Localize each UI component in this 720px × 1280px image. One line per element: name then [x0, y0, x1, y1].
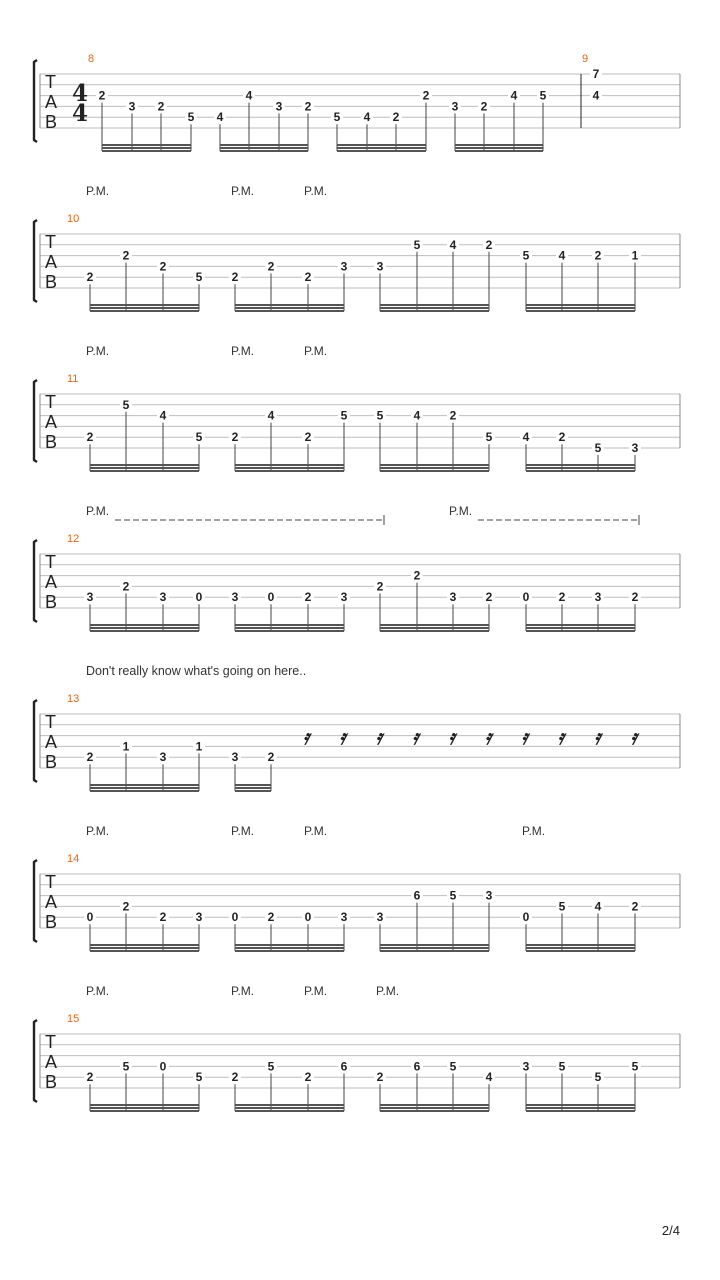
measure-number: 8: [88, 53, 95, 65]
palm-mute-label: P.M.: [304, 344, 328, 358]
fret-number: 5: [413, 237, 421, 252]
fret-number: 5: [195, 430, 203, 445]
fret-number: 4: [558, 248, 566, 263]
fret-number: 2: [304, 99, 312, 114]
tab-clef-letter: T: [45, 712, 56, 732]
fret-number: 6: [413, 888, 421, 903]
fret-number: 4: [216, 110, 224, 125]
fret-number: 2: [392, 110, 400, 125]
fret-number: 5: [449, 888, 457, 903]
tab-clef-letter: B: [45, 272, 58, 292]
fret-number: 2: [159, 910, 167, 925]
palm-mute-label: P.M.: [86, 504, 110, 518]
fret-number: 5: [340, 408, 348, 423]
fret-number: 2: [231, 270, 239, 285]
palm-mute-label: P.M.: [86, 184, 110, 198]
fret-number: 2: [122, 248, 130, 263]
fret-number: 2: [267, 750, 275, 765]
annotation-text: Don't really know what's going on here..: [86, 664, 307, 678]
measure-number: 14: [67, 853, 80, 865]
fret-number: 5: [594, 1070, 602, 1085]
palm-mute-label: P.M.: [231, 344, 255, 358]
fret-number: 2: [86, 750, 94, 765]
fret-number: 4: [522, 430, 530, 445]
fret-number: 2: [413, 568, 421, 583]
fret-number: 3: [485, 888, 493, 903]
tab-system: [34, 984, 680, 1111]
fret-number: 0: [159, 1059, 167, 1074]
fret-number: 2: [558, 590, 566, 605]
tab-clef-letter: B: [45, 752, 58, 772]
fret-number: 2: [631, 899, 639, 914]
tab-clef-letter: B: [45, 1072, 58, 1092]
fret-number: 5: [594, 441, 602, 455]
palm-mute-label: P.M.: [86, 824, 110, 838]
fret-number: 4: [449, 237, 457, 252]
fret-number: 5: [539, 88, 547, 103]
system-bracket: [34, 1020, 37, 1102]
tab-clef-letter: B: [45, 112, 58, 132]
palm-mute-label: P.M.: [304, 984, 328, 998]
system-bracket: [34, 60, 37, 142]
fret-number: 5: [267, 1059, 275, 1074]
fret-number: 0: [304, 910, 312, 925]
fret-number: 2: [558, 430, 566, 445]
sixteenth-rest: 𝄿: [630, 725, 637, 749]
fret-number: 5: [522, 248, 530, 263]
fret-number: 5: [376, 408, 384, 423]
fret-number: 2: [376, 1070, 384, 1085]
sixteenth-rest: 𝄿: [485, 725, 492, 749]
fret-number: 3: [340, 590, 348, 605]
fret-number: 1: [122, 739, 130, 754]
fret-number: 0: [522, 590, 530, 605]
fret-number: 1: [195, 739, 203, 754]
tab-clef-letter: A: [45, 892, 58, 912]
measure-number: 13: [67, 693, 80, 705]
fret-number: 6: [413, 1059, 421, 1074]
sixteenth-rest: 𝄿: [557, 725, 564, 749]
fret-number: 4: [485, 1070, 493, 1085]
fret-number: 5: [449, 1059, 457, 1074]
palm-mute-label: P.M.: [304, 824, 328, 838]
fret-number: 2: [231, 1070, 239, 1085]
fret-number: 0: [86, 910, 94, 925]
sixteenth-rest: 𝄿: [521, 725, 528, 749]
fret-number: 4: [592, 88, 600, 103]
tab-clef-letter: T: [45, 1032, 56, 1052]
tab-clef-letter: B: [45, 432, 58, 452]
fret-number: 2: [122, 899, 130, 914]
fret-number: 3: [275, 99, 283, 114]
fret-number: 4: [363, 110, 371, 125]
system-bracket: [34, 540, 37, 622]
fret-number: 4: [413, 408, 421, 423]
fret-number: 4: [245, 88, 253, 103]
fret-number: 2: [304, 430, 312, 445]
fret-number: 3: [195, 910, 203, 925]
page-number: 2/4: [661, 1223, 680, 1238]
sixteenth-rest: 𝄿: [303, 725, 310, 749]
system-bracket: [34, 700, 37, 782]
tab-system: [34, 664, 680, 791]
tab-clef-letter: A: [45, 412, 58, 432]
fret-number: 2: [594, 248, 602, 263]
fret-number: 2: [376, 579, 384, 594]
fret-number: 2: [449, 408, 457, 423]
fret-number: 3: [376, 259, 384, 274]
fret-number: 2: [485, 237, 493, 252]
sixteenth-rest: 𝄿: [339, 725, 346, 749]
fret-number: 2: [86, 1070, 94, 1085]
fret-number: 3: [231, 750, 239, 765]
fret-number: 3: [340, 910, 348, 925]
fret-number: 2: [159, 259, 167, 274]
measure-number: 11: [67, 373, 79, 385]
tab-clef-letter: T: [45, 232, 56, 252]
fret-number: 2: [304, 270, 312, 285]
fret-number: 3: [340, 259, 348, 274]
fret-number: 0: [231, 910, 239, 925]
fret-number: 5: [558, 899, 566, 914]
tab-clef-letter: A: [45, 92, 58, 112]
fret-number: 3: [449, 590, 457, 605]
fret-number: 3: [159, 750, 167, 765]
fret-number: 5: [558, 1059, 566, 1074]
fret-number: 2: [157, 99, 165, 114]
tab-clef-letter: T: [45, 552, 56, 572]
tab-clef-letter: T: [45, 872, 56, 892]
tab-clef-letter: T: [45, 72, 56, 92]
tab-clef-letter: A: [45, 1052, 58, 1072]
palm-mute-label: P.M.: [231, 824, 255, 838]
fret-number: 5: [195, 270, 203, 285]
tab-clef-letter: A: [45, 732, 58, 752]
fret-number: 2: [631, 590, 639, 605]
tab-system: [34, 53, 680, 151]
fret-number: 6: [340, 1059, 348, 1074]
fret-number: 5: [631, 1059, 639, 1074]
fret-number: 2: [485, 590, 493, 605]
palm-mute-label: P.M.: [522, 824, 546, 838]
fret-number: 5: [195, 1070, 203, 1085]
fret-number: 3: [231, 590, 239, 605]
fret-number: 2: [267, 259, 275, 274]
time-signature-top: 4: [72, 80, 89, 107]
fret-number: 7: [592, 67, 600, 81]
tab-system: [34, 344, 680, 471]
tab-system: [34, 504, 680, 631]
palm-mute-label: P.M.: [86, 984, 110, 998]
measure-number: 12: [67, 533, 80, 545]
fret-number: 3: [376, 910, 384, 925]
tab-clef-letter: T: [45, 392, 56, 412]
fret-number: 4: [594, 899, 602, 914]
palm-mute-label: P.M.: [449, 504, 473, 518]
fret-number: 2: [304, 590, 312, 605]
time-signature-bottom: 4: [72, 100, 89, 127]
measure-number: 15: [67, 1013, 80, 1025]
fret-number: 4: [267, 408, 275, 423]
fret-number: 2: [231, 430, 239, 445]
measure-number: 10: [67, 213, 80, 225]
tab-clef-letter: A: [45, 252, 58, 272]
fret-number: 0: [267, 590, 275, 605]
fret-number: 3: [128, 99, 136, 114]
sixteenth-rest: 𝄿: [412, 725, 419, 749]
palm-mute-label: P.M.: [231, 984, 255, 998]
tab-system: [34, 184, 680, 311]
palm-mute-label: P.M.: [376, 984, 400, 998]
fret-number: 2: [86, 430, 94, 445]
tab-clef-letter: A: [45, 572, 58, 592]
fret-number: 3: [631, 441, 639, 455]
fret-number: 5: [122, 1059, 130, 1074]
fret-number: 3: [86, 590, 94, 605]
fret-number: 2: [122, 579, 130, 594]
fret-number: 2: [304, 1070, 312, 1085]
fret-number: 5: [122, 397, 130, 412]
sixteenth-rest: 𝄿: [594, 725, 601, 749]
fret-number: 4: [510, 88, 518, 103]
fret-number: 5: [485, 430, 493, 445]
fret-number: 3: [522, 1059, 530, 1074]
palm-mute-label: P.M.: [304, 184, 328, 198]
fret-number: 1: [631, 248, 639, 263]
fret-number: 5: [187, 110, 195, 125]
palm-mute-label: P.M.: [231, 184, 255, 198]
sixteenth-rest: 𝄿: [448, 725, 455, 749]
fret-number: 2: [86, 270, 94, 285]
fret-number: 0: [522, 910, 530, 925]
sixteenth-rest: 𝄿: [375, 725, 382, 749]
system-bracket: [34, 220, 37, 302]
fret-number: 2: [267, 910, 275, 925]
tab-system: [34, 824, 680, 951]
fret-number: 5: [333, 110, 341, 125]
tab-clef-letter: B: [45, 912, 58, 932]
measure-number: 9: [582, 53, 589, 65]
fret-number: 3: [159, 590, 167, 605]
fret-number: 2: [480, 99, 488, 114]
fret-number: 2: [98, 88, 106, 103]
tab-clef-letter: B: [45, 592, 58, 612]
palm-mute-label: P.M.: [86, 344, 110, 358]
fret-number: 4: [159, 408, 167, 423]
system-bracket: [34, 380, 37, 462]
fret-number: 3: [451, 99, 459, 114]
system-bracket: [34, 860, 37, 942]
fret-number: 2: [422, 88, 430, 103]
fret-number: 0: [195, 590, 203, 605]
fret-number: 3: [594, 590, 602, 605]
